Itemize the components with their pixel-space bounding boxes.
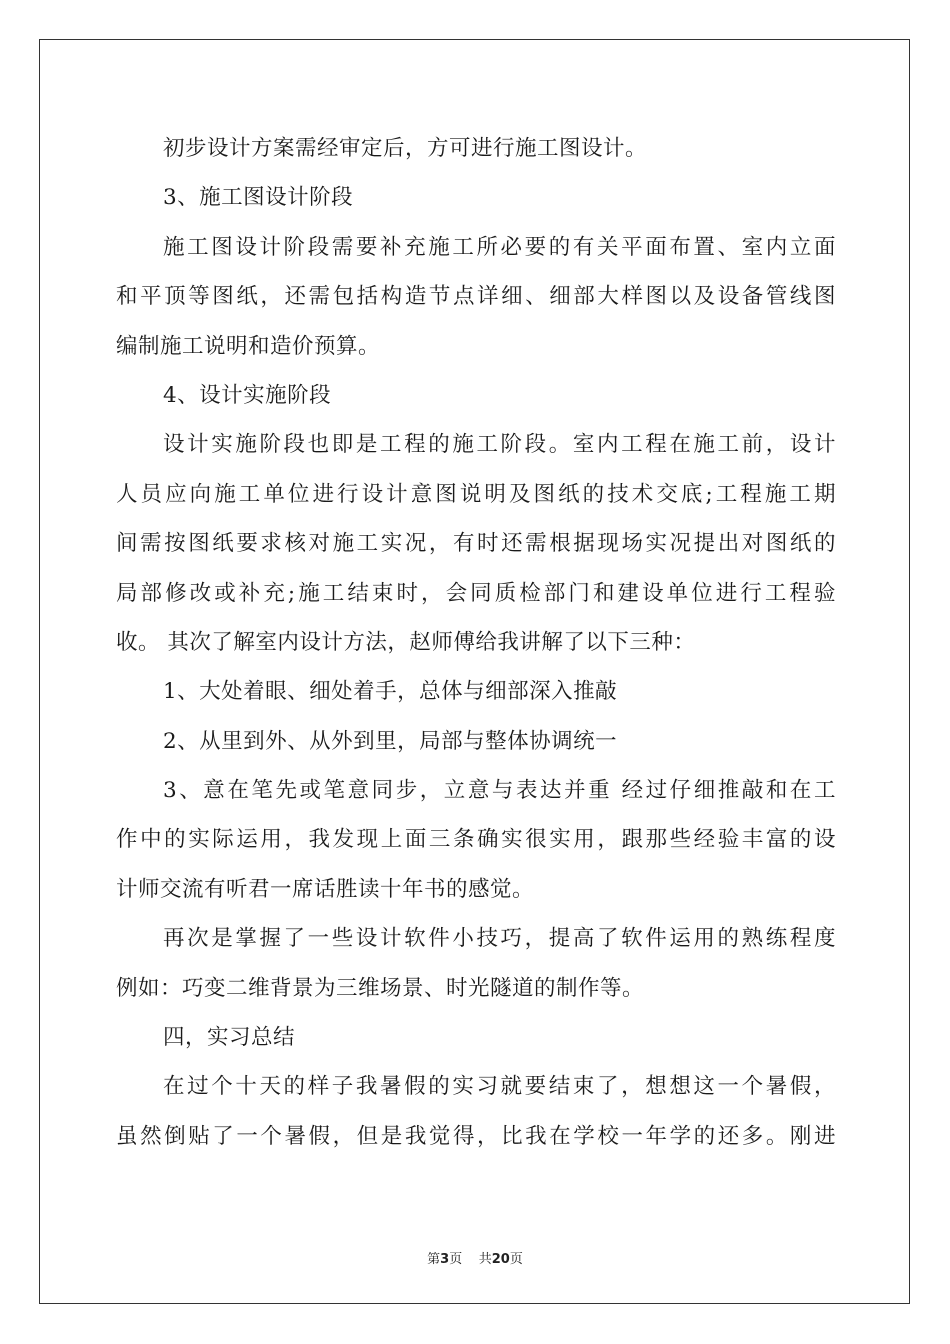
text-line-7: 设计实施阶段也即是工程的施工阶段。室内工程在施工前，设计: [163, 432, 836, 458]
text-line-18: 例如：巧变二维背景为三维场景、时光隧道的制作等。: [116, 975, 645, 1001]
text-line-14: 3、意在笔先或笔意同步，立意与表达并重 经过仔细推敲和在工: [163, 778, 836, 804]
page-label-suffix: 页: [449, 1252, 463, 1267]
text-line-6: 4、设计实施阶段: [163, 382, 332, 408]
text-line-10: 局部修改或补充;施工结束时，会同质检部门和建设单位进行工程验: [116, 580, 836, 606]
text-line-17: 再次是掌握了一些设计软件小技巧，提高了软件运用的熟练程度: [163, 926, 836, 952]
text-line-15: 作中的实际运用，我发现上面三条确实很实用，跟那些经验丰富的设: [116, 827, 836, 853]
text-line-19: 四，实习总结: [163, 1025, 296, 1051]
page-label-prefix: 第: [427, 1252, 441, 1267]
text-line-8: 人员应向施工单位进行设计意图说明及图纸的技术交底;工程施工期: [116, 481, 836, 507]
text-line-11: 收。 其次了解室内设计方法，赵师傅给我讲解了以下三种：: [116, 629, 696, 655]
page-footer: [0, 1248, 950, 1267]
text-line-20: 在过个十天的样子我暑假的实习就要结束了，想想这一个暑假，: [163, 1074, 836, 1100]
total-label-suffix: 页: [509, 1252, 523, 1267]
text-line-21: 虽然倒贴了一个暑假，但是我觉得，比我在学校一年学的还多。刚进: [116, 1123, 836, 1149]
text-line-9: 间需按图纸要求核对施工实况，有时还需根据现场实况提出对图纸的: [116, 531, 836, 557]
current-page-number: 3: [440, 1252, 450, 1267]
text-line-4: 和平顶等图纸，还需包括构造节点详细、细部大样图以及设备管线图: [116, 284, 836, 310]
total-pages-number: 20: [491, 1252, 510, 1267]
text-line-16: 计师交流有听君一席话胜读十年书的感觉。: [116, 876, 535, 902]
text-line-2: 3、施工图设计阶段: [163, 185, 354, 211]
text-line-5: 编制施工说明和造价预算。: [116, 333, 381, 359]
text-line-13: 2、从里到外、从外到里，局部与整体协调统一: [163, 728, 618, 754]
text-line-1: 初步设计方案需经审定后，方可进行施工图设计。: [163, 136, 648, 161]
text-line-3: 施工图设计阶段需要补充施工所必要的有关平面布置、室内立面: [163, 234, 836, 260]
total-label-prefix: 共: [478, 1252, 492, 1267]
document-body: [116, 124, 836, 1161]
text-line-12: 1、大处着眼、细处着手，总体与细部深入推敲: [163, 679, 618, 705]
